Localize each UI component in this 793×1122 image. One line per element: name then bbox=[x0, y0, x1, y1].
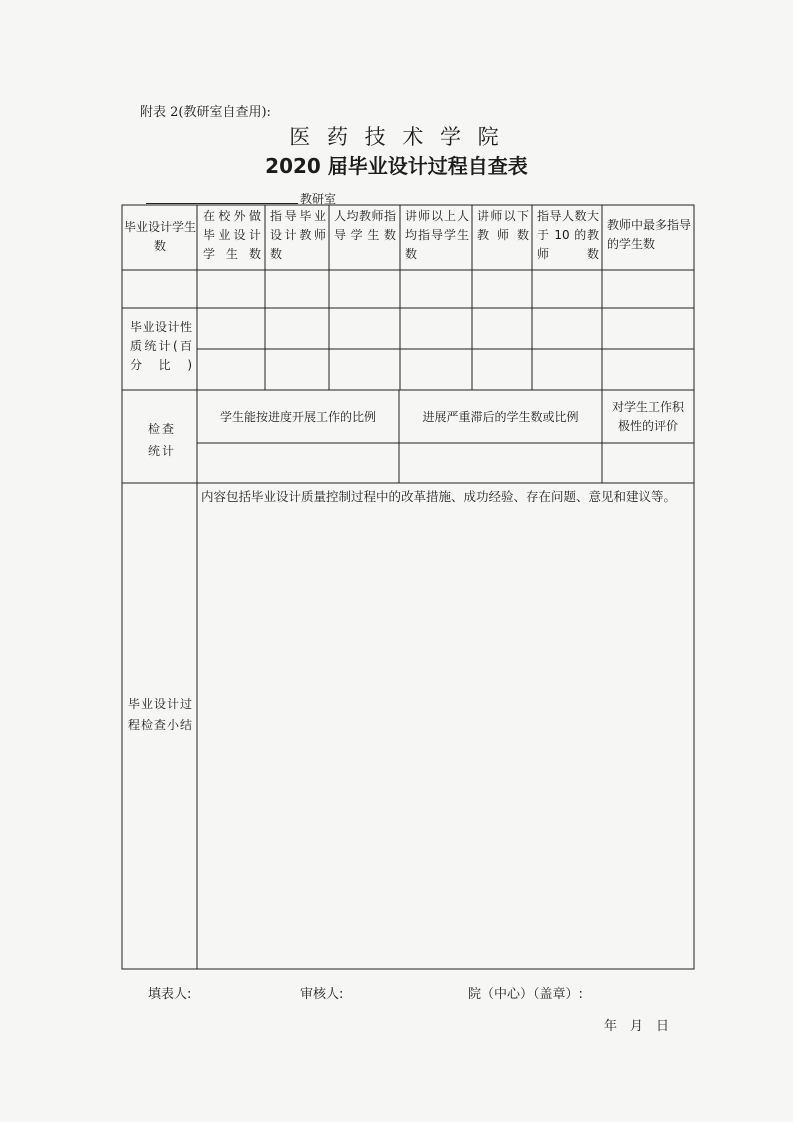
department-blank-line[interactable] bbox=[146, 203, 298, 204]
header-max-students: 教师中最多指导的学生数 bbox=[607, 218, 692, 251]
check-stats-label: 检查统计 bbox=[148, 422, 174, 458]
reviewer-label: 审核人: bbox=[300, 987, 344, 1002]
check-delayed-header: 进展严重滞后的学生数或比例 bbox=[422, 410, 579, 424]
header-below-lecturer: 讲师以下教师数 bbox=[477, 209, 529, 242]
header-avg-per-teacher: 人均教师指导学生数 bbox=[334, 209, 396, 242]
summary-label: 毕业设计过程检查小结 bbox=[128, 697, 192, 732]
college-seal-label: 院（中心）（盖章）: bbox=[468, 987, 583, 1002]
quality-stats-label: 毕业设计性质统计(百分比) bbox=[130, 320, 192, 372]
college-title: 医 药 技 术 学 院 bbox=[289, 125, 504, 149]
check-motivation-header: 对学生工作积极性的评价 bbox=[611, 400, 684, 433]
header-advisor-count: 指导毕业设计教师数 bbox=[270, 209, 326, 261]
form-title: 2020 届毕业设计过程自查表 bbox=[265, 154, 528, 178]
date-label: 年 月 日 bbox=[604, 1019, 670, 1034]
header-graduate-count: 毕业设计学生数 bbox=[124, 220, 197, 253]
department-label: 教研室 bbox=[300, 192, 337, 206]
header-avg-above-lecturer: 讲师以上人均指导学生数 bbox=[405, 209, 469, 261]
table-border bbox=[122, 205, 694, 969]
filler-label: 填表人: bbox=[148, 987, 192, 1002]
header-offsite-count: 在校外做毕业设计学生数 bbox=[203, 209, 261, 261]
header-over-ten: 指导人数大于 10 的教师数 bbox=[537, 209, 599, 261]
summary-note: 内容包括毕业设计质量控制过程中的改革措施、成功经验、存在问题、意见和建议等。 bbox=[201, 489, 677, 504]
check-progress-ratio-header: 学生能按进度开展工作的比例 bbox=[219, 410, 376, 424]
appendix-label: 附表 2(教研室自查用): bbox=[140, 105, 271, 120]
